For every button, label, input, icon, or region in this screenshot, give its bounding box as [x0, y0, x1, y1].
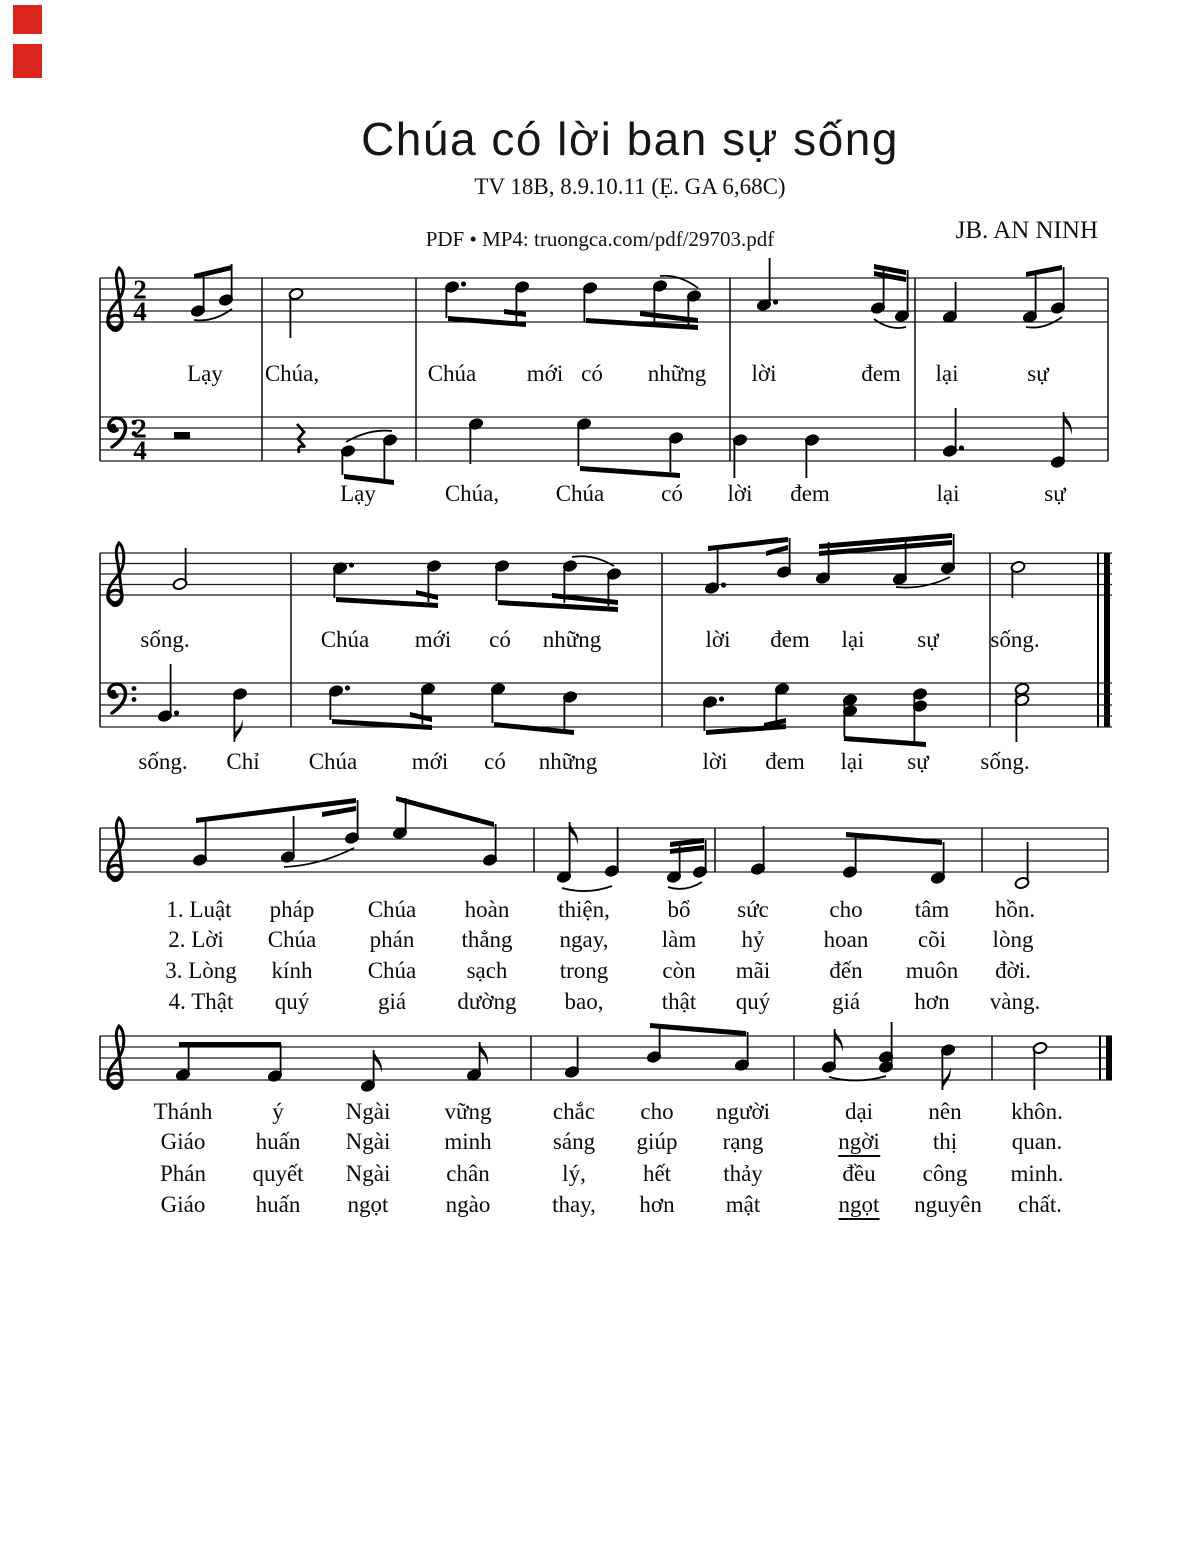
augmentation-dot	[461, 281, 466, 286]
lyric-word: mới	[526, 361, 564, 386]
lyric-word: người	[715, 1099, 771, 1124]
lyric-word: hỷ	[741, 927, 765, 952]
lyric-word: mãi	[735, 958, 771, 983]
lyric-word: ý	[272, 1099, 284, 1124]
lyric-word: đem	[861, 361, 901, 386]
treble-clef-icon	[108, 818, 124, 880]
lyric-word: có	[581, 361, 603, 386]
song-subtitle: TV 18B, 8.9.10.11 (Ẹ. GA 6,68C)	[474, 174, 786, 199]
lyric-word: dại	[844, 1099, 874, 1124]
lyric-word: ngời	[838, 1130, 880, 1157]
lyric-word: sự	[1044, 481, 1066, 506]
lyric-word: minh	[444, 1129, 492, 1154]
lyric-word: ngọt	[839, 1193, 880, 1220]
beam	[332, 719, 432, 730]
lyric-word: chắc	[552, 1099, 596, 1124]
slur	[562, 886, 612, 891]
beam	[494, 722, 574, 735]
lyric-word: đều	[842, 1161, 876, 1186]
beam	[410, 712, 432, 722]
bass-clef-icon	[109, 684, 126, 713]
lyric-word: Lạy	[187, 361, 223, 386]
beam	[194, 265, 232, 279]
augmentation-dot	[959, 445, 964, 450]
bass-clef-icon	[132, 697, 137, 702]
lyric-word: dường	[457, 989, 517, 1014]
lyric-word: những	[538, 749, 598, 774]
lyric-word: lòng	[992, 927, 1034, 952]
lyric-word: huấn	[255, 1129, 301, 1154]
lyric-word: ngào	[445, 1192, 491, 1217]
lyric-word: ngọt	[347, 1192, 389, 1217]
time-signature: 4	[133, 435, 147, 466]
lyric-word: thật	[661, 989, 697, 1014]
lyric-word: huấn	[255, 1192, 301, 1217]
lyric-word: hoan	[823, 927, 869, 952]
lyric-word: sống.	[990, 627, 1040, 652]
lyric-word: lại	[840, 749, 864, 774]
lyric-word: sự	[917, 627, 939, 652]
slur	[572, 556, 614, 566]
augmentation-dot	[174, 710, 179, 715]
lyric-word: thiện,	[558, 897, 610, 922]
lyric-word: thẳng	[461, 927, 513, 952]
lyric-word: cho	[829, 897, 863, 922]
lyric-word: lời	[727, 481, 753, 506]
lyric-word: muôn	[905, 958, 959, 983]
note-flag	[480, 1042, 488, 1065]
lyric-word: hoàn	[464, 897, 510, 922]
lyric-word: Chúa,	[264, 361, 320, 386]
lyric-word: còn	[662, 958, 696, 983]
lyric-word: minh.	[1010, 1161, 1064, 1186]
lyric-word: trong	[559, 958, 609, 983]
lyric-word: Giáo	[160, 1192, 206, 1217]
treble-clef-icon	[108, 268, 124, 330]
lyric-word: mật	[725, 1192, 761, 1217]
lyric-word: đem	[770, 627, 810, 652]
lyric-word: phán	[369, 927, 415, 952]
time-signature: 4	[133, 296, 147, 327]
augmentation-dot	[349, 562, 354, 567]
lyric-word: thị	[932, 1129, 958, 1154]
song-title: Chúa có lời ban sự sống	[361, 113, 899, 165]
lyric-word: chất.	[1017, 1192, 1063, 1217]
note-flag	[570, 822, 578, 845]
lyric-word: quý	[735, 989, 771, 1014]
augmentation-dot	[345, 685, 350, 690]
lyric-word: Phán	[160, 1161, 206, 1186]
note-flag	[835, 1029, 843, 1052]
lyric-word: Ngài	[345, 1161, 391, 1186]
bass-clef-icon	[110, 690, 116, 696]
lyric-word: hết	[642, 1161, 672, 1186]
beam	[396, 796, 494, 827]
treble-clef-icon	[108, 1026, 124, 1088]
lyric-word: nên	[928, 1099, 962, 1124]
lyric-word: sống.	[138, 749, 188, 774]
pdf-link-text[interactable]: PDF • MP4: truongca.com/pdf/29703.pdf	[425, 227, 775, 251]
final-barline	[1104, 553, 1110, 727]
slur	[668, 882, 702, 889]
beam	[766, 545, 788, 556]
lyric-word: Chúa	[367, 958, 417, 983]
lyric-word: có	[661, 481, 683, 506]
bass-clef-icon	[110, 424, 116, 430]
lyric-word: đời.	[995, 958, 1031, 983]
lyric-word: Chỉ	[226, 749, 260, 774]
lyric-word: Chúa	[555, 481, 605, 506]
lyric-word: bổ	[667, 897, 691, 922]
bass-clef-icon	[109, 418, 126, 447]
lyric-word: ngay,	[559, 927, 609, 952]
lyric-word: rạng	[722, 1129, 764, 1154]
time-signature: 2	[133, 274, 147, 305]
lyric-word: cõi	[917, 927, 947, 952]
note-flag	[942, 1067, 950, 1090]
lyric-word: làm	[661, 927, 697, 952]
lyric-word: sự	[907, 749, 929, 774]
augmentation-dot	[721, 582, 726, 587]
lyric-word: mới	[414, 627, 452, 652]
lyric-word: hơn	[639, 1192, 675, 1217]
lyric-word: những	[647, 361, 707, 386]
lyric-word: kính	[271, 958, 313, 983]
lyric-word: mới	[411, 749, 449, 774]
lyric-word: lời	[705, 627, 731, 652]
lyric-word: nguyên	[914, 1192, 982, 1217]
lyric-word: giá	[831, 989, 861, 1014]
lyric-word: cho	[640, 1099, 674, 1124]
lyric-word: lời	[751, 361, 777, 386]
lyric-word: 1. Luật	[166, 897, 232, 922]
beam	[1026, 265, 1062, 277]
time-signature: 2	[133, 413, 147, 444]
lyric-word: có	[484, 749, 506, 774]
lyric-word: công	[922, 1161, 968, 1186]
lyric-word: thảy	[723, 1161, 763, 1186]
lyric-word: lại	[841, 627, 865, 652]
lyric-word: hồn.	[994, 897, 1036, 922]
lyric-word: khôn.	[1011, 1099, 1063, 1124]
lyric-word: Chúa	[367, 897, 417, 922]
note-flag	[1064, 412, 1072, 435]
lyric-word: Chúa	[427, 361, 477, 386]
lyric-word: đến	[829, 958, 863, 983]
lyric-word: 4. Thật	[168, 989, 234, 1014]
lyric-word: sống.	[980, 749, 1030, 774]
beam	[504, 309, 526, 317]
lyric-word: 3. Lòng	[165, 958, 237, 983]
lyric-word: sạch	[466, 958, 508, 983]
lyric-word: vững	[444, 1099, 492, 1124]
beam	[448, 316, 526, 327]
lyric-word: Chúa	[320, 627, 370, 652]
beam	[322, 806, 356, 817]
lyric-word: lại	[936, 481, 960, 506]
lyric-word: lại	[935, 361, 959, 386]
lyric-word: Lạy	[340, 481, 376, 506]
lyric-word: sức	[737, 897, 769, 922]
beam	[650, 1023, 746, 1036]
lyric-word: giá	[377, 989, 407, 1014]
lyric-word: Ngài	[345, 1129, 391, 1154]
lyric-word: pháp	[269, 897, 315, 922]
lyric-word: vàng.	[989, 989, 1041, 1014]
lyric-word: Giáo	[160, 1129, 206, 1154]
lyric-word: lời	[702, 749, 728, 774]
composer-credit: JB. AN NINH	[955, 217, 1098, 244]
lyric-word: Chúa	[267, 927, 317, 952]
augmentation-dot	[719, 696, 724, 701]
lyric-word: quan.	[1011, 1129, 1063, 1154]
lyric-word: thay,	[552, 1192, 596, 1217]
lyric-word: Thánh	[153, 1099, 213, 1124]
lyric-word: sống.	[140, 627, 190, 652]
lyric-word: bao,	[564, 989, 604, 1014]
lyric-word: sáng	[552, 1129, 596, 1154]
lyric-word: chân	[446, 1161, 490, 1186]
lyric-word: những	[542, 627, 602, 652]
beam	[416, 590, 438, 600]
lyric-word: có	[489, 627, 511, 652]
lyric-word: lý,	[562, 1161, 586, 1186]
lyric-word: đem	[790, 481, 830, 506]
lyric-word: Ngài	[345, 1099, 391, 1124]
lyric-word: giúp	[636, 1129, 678, 1154]
lyric-word: quyết	[252, 1161, 304, 1186]
lyric-word: sự	[1027, 361, 1049, 386]
beam	[336, 597, 438, 608]
lyric-word: 2. Lời	[168, 927, 224, 952]
lyric-word: quý	[274, 989, 310, 1014]
lyric-word: Chúa	[308, 749, 358, 774]
beam	[580, 466, 680, 478]
beam	[179, 1042, 281, 1047]
lyric-word: tâm	[914, 897, 950, 922]
bass-clef-icon	[132, 686, 137, 691]
lyric-word: hơn	[914, 989, 950, 1014]
final-barline	[1106, 1036, 1112, 1080]
lyric-word: Chúa,	[444, 481, 500, 506]
half-rest	[174, 432, 190, 439]
note-flag	[234, 719, 242, 742]
lyric-word: đem	[765, 749, 805, 774]
augmentation-dot	[773, 299, 778, 304]
